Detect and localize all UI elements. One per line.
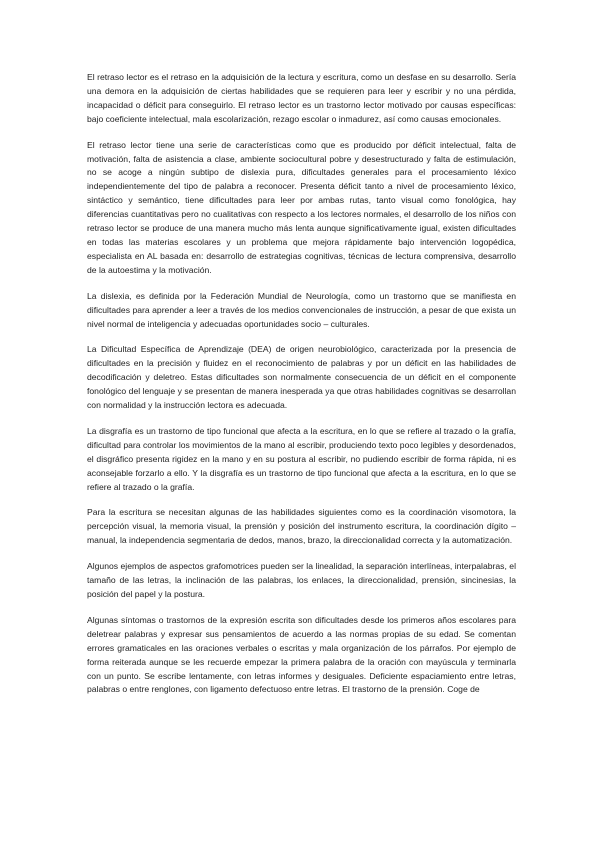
paragraph-disgrafia: La disgrafía es un trastorno de tipo funcional que afecta a la escritura, en lo que se refiere al trazado o la grafía, dificultad para controlar los movimientos de la mano al escribir, produciendo texto poco legibles y desordenados, el disgráfico presenta rigidez en la mano y en su postura al escribir, no pudiendo escribir de forma rápida, ni es aconsejable forzarlo a ello. Y la disgrafía es un trastorno de tipo funcional que afecta a la escritura, en lo que se refiere al trazado o la grafía. <box>87 425 516 492</box>
paragraph-retraso-lector-definicion: El retraso lector es el retraso en la adquisición de la lectura y escritura, como un desfase en su desarrollo. Sería una demora en la adquisición de ciertas habilidades que se requieren para leer y escribir y no una pérdida, incapacidad o déficit para conseguirlo. El retraso lector es un trastorno lector motivado por causas específicas: bajo coeficiente intelectual, mala escolarización, rezago escolar o inmadurez, así como causas emocionales. <box>87 72 516 124</box>
paragraph-dislexia: La dislexia, es definida por la Federación Mundial de Neurología, como un trastorno que se manifiesta en dificultades para aprender a leer a través de los medios convencionales de instrucción, a pesar de que exista un nivel normal de inteligencia y adecuadas oportunidades socio – culturales. <box>87 290 516 329</box>
paragraph-sintomas-expresion-escrita: Algunas síntomas o trastornos de la expresión escrita son dificultades desde los primeros años escolares para deletrear palabras y expresar sus pensamientos de acuerdo a las normas propias de su edad. Se comentan errores gramaticales en las oraciones verbales o escritas y mala organización de los párrafos. Por ejemplo de forma reiterada aunque se les recuerde empezar la primera palabra de la oración con mayúscula y terminarla con un punto. Se escribe lentamente, con letras informes y desiguales. Deficiente espaciamiento entre letras, palabras o entre renglones, con ligamento defectuoso entre letras. El trastorno de la prensión. Coge de <box>87 614 516 695</box>
paragraph-habilidades-escritura: Para la escritura se necesitan algunas de las habilidades siguientes como es la coordinación visomotora, la percepción visual, la memoria visual, la prensión y posición del instrumento escritura, la coordinación dígito – manual, la independencia segmentaria de dedos, manos, brazo, la direccionalidad correcta y la automatización. <box>87 507 516 546</box>
paragraph-dea: La Dificultad Específica de Aprendizaje (DEA) de origen neurobiológico, caracterizada por la presencia de dificultades en la precisión y fluidez en el reconocimiento de palabras y por un déficit en las habilidades de decodificación y deletreo. Estas dificultades son normalmente consecuencia de un déficit en el componente fonológico del lenguaje y se presentan de manera inesperada ya que otras habilidades cognitivas se desarrollan con normalidad y la instrucción lectora es adecuada. <box>87 344 516 411</box>
paragraph-aspectos-grafomotrices: Algunos ejemplos de aspectos grafomotrices pueden ser la linealidad, la separación interlíneas, interpalabras, el tamaño de las letras, la inclinación de las palabras, los enlaces, la direccionalidad, prensión, sincinesias, la posición del papel y la postura. <box>87 561 516 599</box>
document-body <box>87 71 516 709</box>
paragraph-retraso-lector-caracteristicas: El retraso lector tiene una serie de características como que es producido por déficit intelectual, falta de motivación, falta de asistencia a clase, ambiente sociocultural pobre y desestructurado y falta de estimulación, no se acoge a ningún subtipo de dislexia pura, dificultades generales para el procesamiento léxico independientemente del tipo de palabra a reconocer. Presenta déficit tanto a nivel de procesamiento léxico, sintáctico y semántico, tiene dificultades para leer por ambas rutas, tanto visual como fonológica, hay diferencias cuantitativas pero no cualitativas con respecto a los lectores normales, el desarrollo de los niños con retraso lector se produce de una manera mucho más lenta aunque significativamente igual, existen dificultades en todas las materias escolares y un problema que mejora rápidamente bajo intervención logopédica, especialista en AL basada en: desarrollo de estrategias cognitivas, técnicas de lectura comprensiva, desarrollo de la autoestima y la motivación. <box>87 139 516 275</box>
